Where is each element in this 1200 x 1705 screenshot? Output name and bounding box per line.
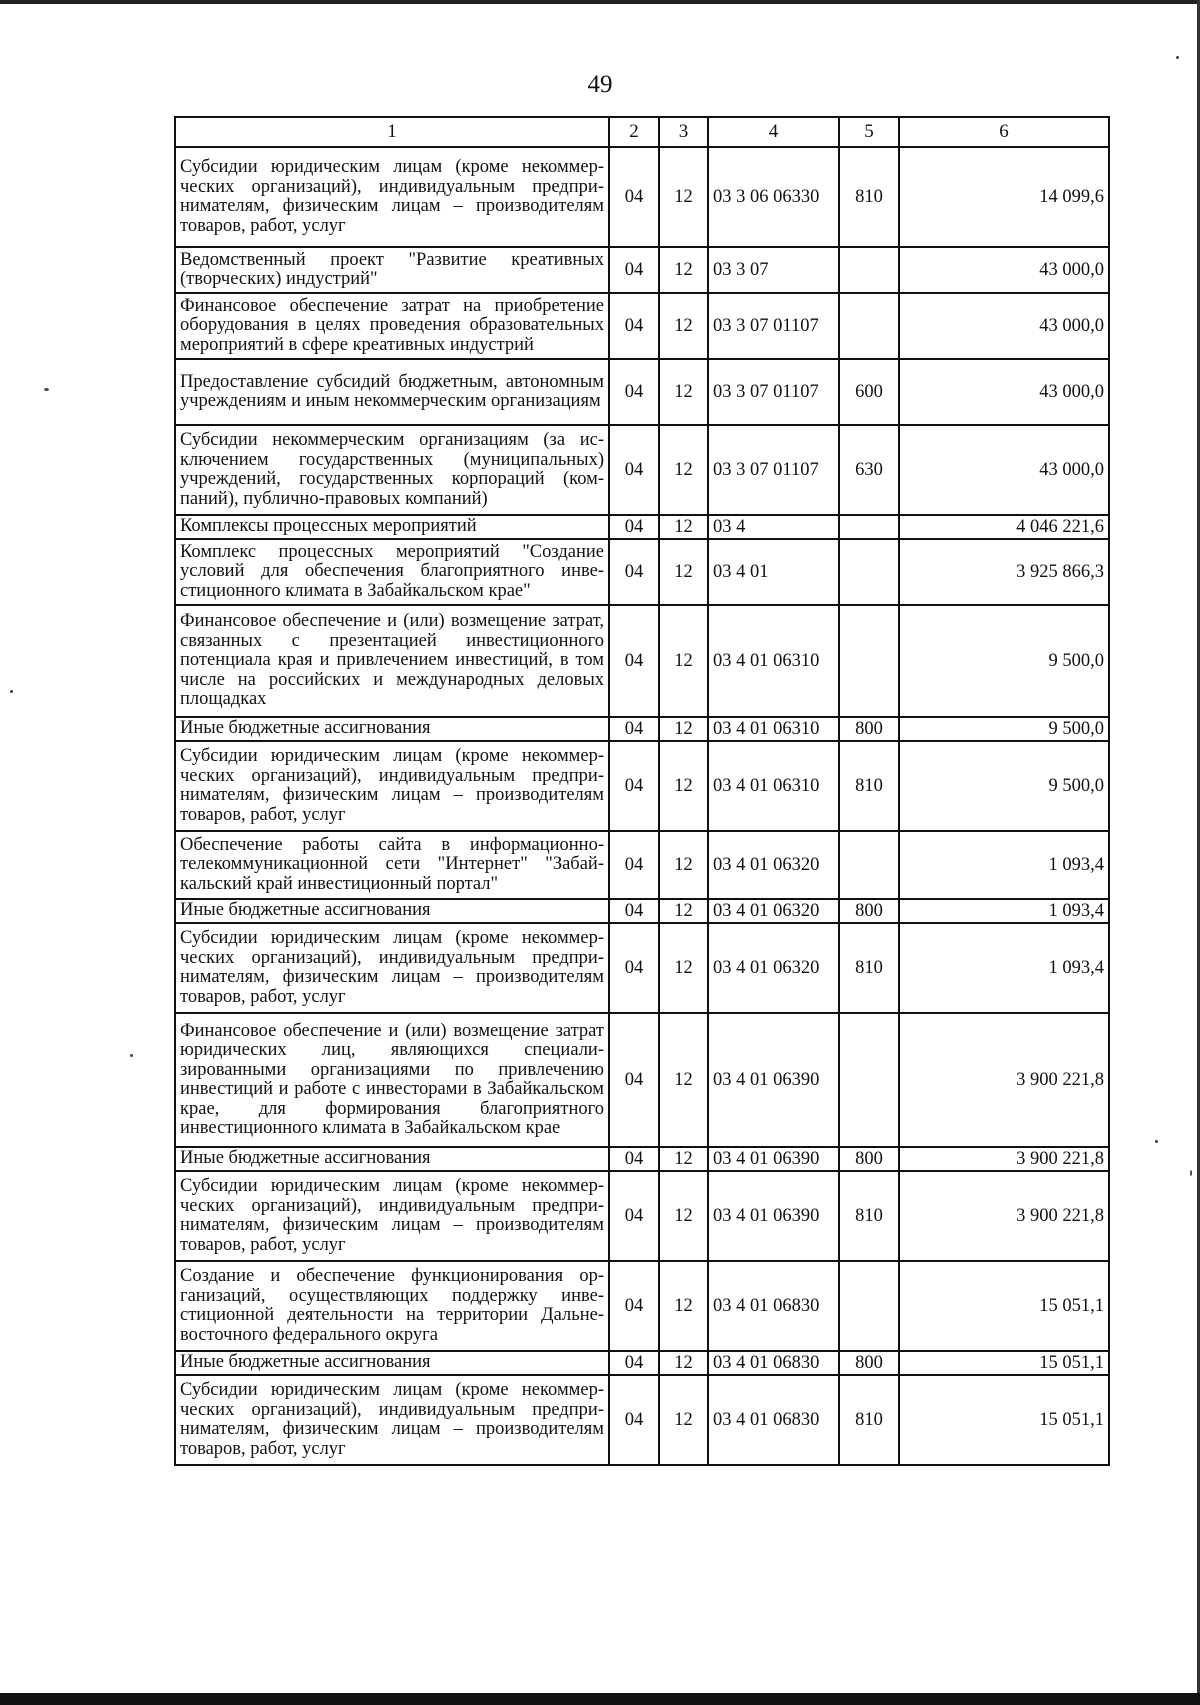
table-row <box>175 1171 1109 1261</box>
row-expense-type-cell: 810 <box>839 1375 899 1465</box>
table-row <box>175 741 1109 831</box>
row-subsection-cell: 12 <box>659 147 708 247</box>
row-target-code-cell: 03 3 07 01107 <box>708 425 839 515</box>
table-row <box>175 899 1109 923</box>
row-expense-type-cell: 800 <box>839 717 899 741</box>
row-target-code-cell: 03 4 01 06310 <box>708 717 839 741</box>
row-amount-cell: 1 093,4 <box>899 899 1109 923</box>
row-target-code-cell: 03 3 07 01107 <box>708 293 839 359</box>
row-name-cell: Финансовое обеспечение и (или) возмещение затрат юридических лиц, являющихся специализированными организациями по привлечению инвестиций и работе с инвесторами в Забайкальском крае, для формирования благоприятного инвестиционного климата в Забайкальском крае <box>175 1013 609 1147</box>
row-amount-cell: 14 099,6 <box>899 147 1109 247</box>
row-expense-type-cell: 600 <box>839 359 899 425</box>
row-subsection-cell: 12 <box>659 831 708 899</box>
row-name-cell: Субсидии юридическим лицам (кроме некоммерческих организаций), индивидуальным предпринимателям, физическим лицам – производителям товаров, работ, услуг <box>175 1171 609 1261</box>
row-name-cell: Иные бюджетные ассигнования <box>175 1351 609 1375</box>
row-expense-type-cell <box>839 605 899 717</box>
row-section-cell: 04 <box>609 1351 659 1375</box>
row-expense-type-cell <box>839 1013 899 1147</box>
row-amount-cell: 9 500,0 <box>899 605 1109 717</box>
table-row <box>175 1375 1109 1465</box>
header-row <box>175 117 1109 147</box>
table-body <box>175 147 1109 1465</box>
table-row <box>175 1351 1109 1375</box>
row-name-cell: Обеспечение работы сайта в информационно-телекоммуникационной сети "Интернет" "Забайкальский край инвестиционный портал" <box>175 831 609 899</box>
row-expense-type-cell: 800 <box>839 1147 899 1171</box>
table-row <box>175 1261 1109 1351</box>
table-row <box>175 605 1109 717</box>
row-expense-type-cell <box>839 831 899 899</box>
row-target-code-cell: 03 4 01 06830 <box>708 1351 839 1375</box>
row-expense-type-cell <box>839 515 899 539</box>
scan-speck <box>1176 56 1179 59</box>
row-amount-cell: 43 000,0 <box>899 293 1109 359</box>
scan-border-bottom <box>0 1693 1200 1705</box>
row-section-cell: 04 <box>609 247 659 293</box>
row-subsection-cell: 12 <box>659 425 708 515</box>
column-header-3: 3 <box>659 117 708 147</box>
row-subsection-cell: 12 <box>659 359 708 425</box>
row-section-cell: 04 <box>609 1013 659 1147</box>
column-header-1: 1 <box>175 117 609 147</box>
row-expense-type-cell: 800 <box>839 1351 899 1375</box>
row-target-code-cell: 03 4 01 06830 <box>708 1375 839 1465</box>
row-target-code-cell: 03 4 01 06390 <box>708 1171 839 1261</box>
row-name-cell: Субсидии юридическим лицам (кроме некоммерческих организаций), индивидуальным предпринимателям, физическим лицам – производителям товаров, работ, услуг <box>175 147 609 247</box>
table-row <box>175 717 1109 741</box>
row-subsection-cell: 12 <box>659 1171 708 1261</box>
row-target-code-cell: 03 4 01 06390 <box>708 1013 839 1147</box>
row-amount-cell: 3 900 221,8 <box>899 1171 1109 1261</box>
row-target-code-cell: 03 3 06 06330 <box>708 147 839 247</box>
scan-speck <box>44 388 49 391</box>
row-target-code-cell: 03 4 01 06310 <box>708 605 839 717</box>
row-expense-type-cell: 810 <box>839 147 899 247</box>
row-expense-type-cell: 630 <box>839 425 899 515</box>
row-name-cell: Ведомственный проект "Развитие креативных (творческих) индустрий" <box>175 247 609 293</box>
column-header-2: 2 <box>609 117 659 147</box>
row-name-cell: Иные бюджетные ассигнования <box>175 899 609 923</box>
row-target-code-cell: 03 4 01 <box>708 539 839 605</box>
row-subsection-cell: 12 <box>659 1261 708 1351</box>
budget-table <box>174 116 1110 1466</box>
row-amount-cell: 43 000,0 <box>899 425 1109 515</box>
table-row <box>175 247 1109 293</box>
row-amount-cell: 1 093,4 <box>899 831 1109 899</box>
row-amount-cell: 3 900 221,8 <box>899 1013 1109 1147</box>
row-amount-cell: 9 500,0 <box>899 741 1109 831</box>
row-section-cell: 04 <box>609 359 659 425</box>
row-name-cell: Субсидии юридическим лицам (кроме некоммерческих организаций), индивидуальным предпринимателям, физическим лицам – производителям товаров, работ, услуг <box>175 741 609 831</box>
row-subsection-cell: 12 <box>659 899 708 923</box>
row-name-cell: Финансовое обеспечение и (или) возмещение затрат, связанных с презентацией инвестиционного потенциала края и привлечением инвестиций, в том числе на российских и международных деловых площадках <box>175 605 609 717</box>
row-section-cell: 04 <box>609 1375 659 1465</box>
row-subsection-cell: 12 <box>659 515 708 539</box>
row-expense-type-cell <box>839 539 899 605</box>
table-row <box>175 831 1109 899</box>
table-row <box>175 293 1109 359</box>
row-target-code-cell: 03 4 01 06310 <box>708 741 839 831</box>
row-section-cell: 04 <box>609 425 659 515</box>
row-subsection-cell: 12 <box>659 1375 708 1465</box>
row-subsection-cell: 12 <box>659 1147 708 1171</box>
row-target-code-cell: 03 4 01 06320 <box>708 923 839 1013</box>
scan-speck <box>10 690 13 693</box>
row-subsection-cell: 12 <box>659 717 708 741</box>
table-row <box>175 515 1109 539</box>
row-name-cell: Создание и обеспечение функционирования организаций, осуществляющих поддержку инвестиционной деятельности на территории Дальневосточного федерального округа <box>175 1261 609 1351</box>
row-subsection-cell: 12 <box>659 923 708 1013</box>
row-name-cell: Субсидии юридическим лицам (кроме некоммерческих организаций), индивидуальным предпринимателям, физическим лицам – производителям товаров, работ, услуг <box>175 1375 609 1465</box>
row-section-cell: 04 <box>609 539 659 605</box>
table-row <box>175 923 1109 1013</box>
row-name-cell: Субсидии юридическим лицам (кроме некоммерческих организаций), индивидуальным предпринимателям, физическим лицам – производителям товаров, работ, услуг <box>175 923 609 1013</box>
row-amount-cell: 3 925 866,3 <box>899 539 1109 605</box>
row-expense-type-cell: 810 <box>839 741 899 831</box>
row-section-cell: 04 <box>609 717 659 741</box>
row-subsection-cell: 12 <box>659 741 708 831</box>
row-amount-cell: 3 900 221,8 <box>899 1147 1109 1171</box>
row-target-code-cell: 03 3 07 01107 <box>708 359 839 425</box>
row-amount-cell: 43 000,0 <box>899 359 1109 425</box>
row-target-code-cell: 03 4 01 06390 <box>708 1147 839 1171</box>
row-section-cell: 04 <box>609 1171 659 1261</box>
row-name-cell: Предоставление субсидий бюджетным, автономным учреждениям и иным некоммерческим организациям <box>175 359 609 425</box>
row-name-cell: Комплексы процессных мероприятий <box>175 515 609 539</box>
row-amount-cell: 15 051,1 <box>899 1375 1109 1465</box>
row-amount-cell: 15 051,1 <box>899 1351 1109 1375</box>
row-name-cell: Иные бюджетные ассигнования <box>175 717 609 741</box>
row-expense-type-cell: 810 <box>839 1171 899 1261</box>
row-subsection-cell: 12 <box>659 247 708 293</box>
row-section-cell: 04 <box>609 741 659 831</box>
column-header-6: 6 <box>899 117 1109 147</box>
row-expense-type-cell: 800 <box>839 899 899 923</box>
column-header-4: 4 <box>708 117 839 147</box>
table-row <box>175 1013 1109 1147</box>
row-target-code-cell: 03 4 01 06320 <box>708 899 839 923</box>
row-section-cell: 04 <box>609 147 659 247</box>
row-subsection-cell: 12 <box>659 605 708 717</box>
row-section-cell: 04 <box>609 831 659 899</box>
row-name-cell: Финансовое обеспечение затрат на приобретение оборудования в целях проведения образовательных мероприятий в сфере креативных индустрий <box>175 293 609 359</box>
row-section-cell: 04 <box>609 1147 659 1171</box>
row-expense-type-cell <box>839 247 899 293</box>
row-name-cell: Иные бюджетные ассигнования <box>175 1147 609 1171</box>
table-row <box>175 425 1109 515</box>
table-row <box>175 359 1109 425</box>
row-target-code-cell: 03 4 01 06830 <box>708 1261 839 1351</box>
row-target-code-cell: 03 4 <box>708 515 839 539</box>
scan-speck <box>1155 1140 1158 1143</box>
scan-speck <box>1190 1170 1192 1176</box>
row-subsection-cell: 12 <box>659 539 708 605</box>
row-section-cell: 04 <box>609 923 659 1013</box>
row-target-code-cell: 03 4 01 06320 <box>708 831 839 899</box>
row-expense-type-cell <box>839 293 899 359</box>
page-number: 49 <box>587 71 613 98</box>
table-row <box>175 539 1109 605</box>
row-subsection-cell: 12 <box>659 1351 708 1375</box>
row-name-cell: Субсидии некоммерческим организациям (за исключением государственных (муниципальных) учреждений, государственных корпораций (компаний), публично-правовых компаний) <box>175 425 609 515</box>
column-header-5: 5 <box>839 117 899 147</box>
row-expense-type-cell: 810 <box>839 923 899 1013</box>
row-subsection-cell: 12 <box>659 293 708 359</box>
row-subsection-cell: 12 <box>659 1013 708 1147</box>
row-section-cell: 04 <box>609 293 659 359</box>
row-section-cell: 04 <box>609 605 659 717</box>
row-target-code-cell: 03 3 07 <box>708 247 839 293</box>
row-amount-cell: 15 051,1 <box>899 1261 1109 1351</box>
row-section-cell: 04 <box>609 899 659 923</box>
row-name-cell: Комплекс процессных мероприятий "Создание условий для обеспечения благоприятного инвестиционного климата в Забайкальском крае" <box>175 539 609 605</box>
scan-speck <box>130 1054 133 1057</box>
row-amount-cell: 9 500,0 <box>899 717 1109 741</box>
row-amount-cell: 1 093,4 <box>899 923 1109 1013</box>
row-section-cell: 04 <box>609 515 659 539</box>
table-row <box>175 147 1109 247</box>
table-row <box>175 1147 1109 1171</box>
row-expense-type-cell <box>839 1261 899 1351</box>
row-amount-cell: 4 046 221,6 <box>899 515 1109 539</box>
row-amount-cell: 43 000,0 <box>899 247 1109 293</box>
row-section-cell: 04 <box>609 1261 659 1351</box>
scan-border-top <box>0 0 1200 4</box>
